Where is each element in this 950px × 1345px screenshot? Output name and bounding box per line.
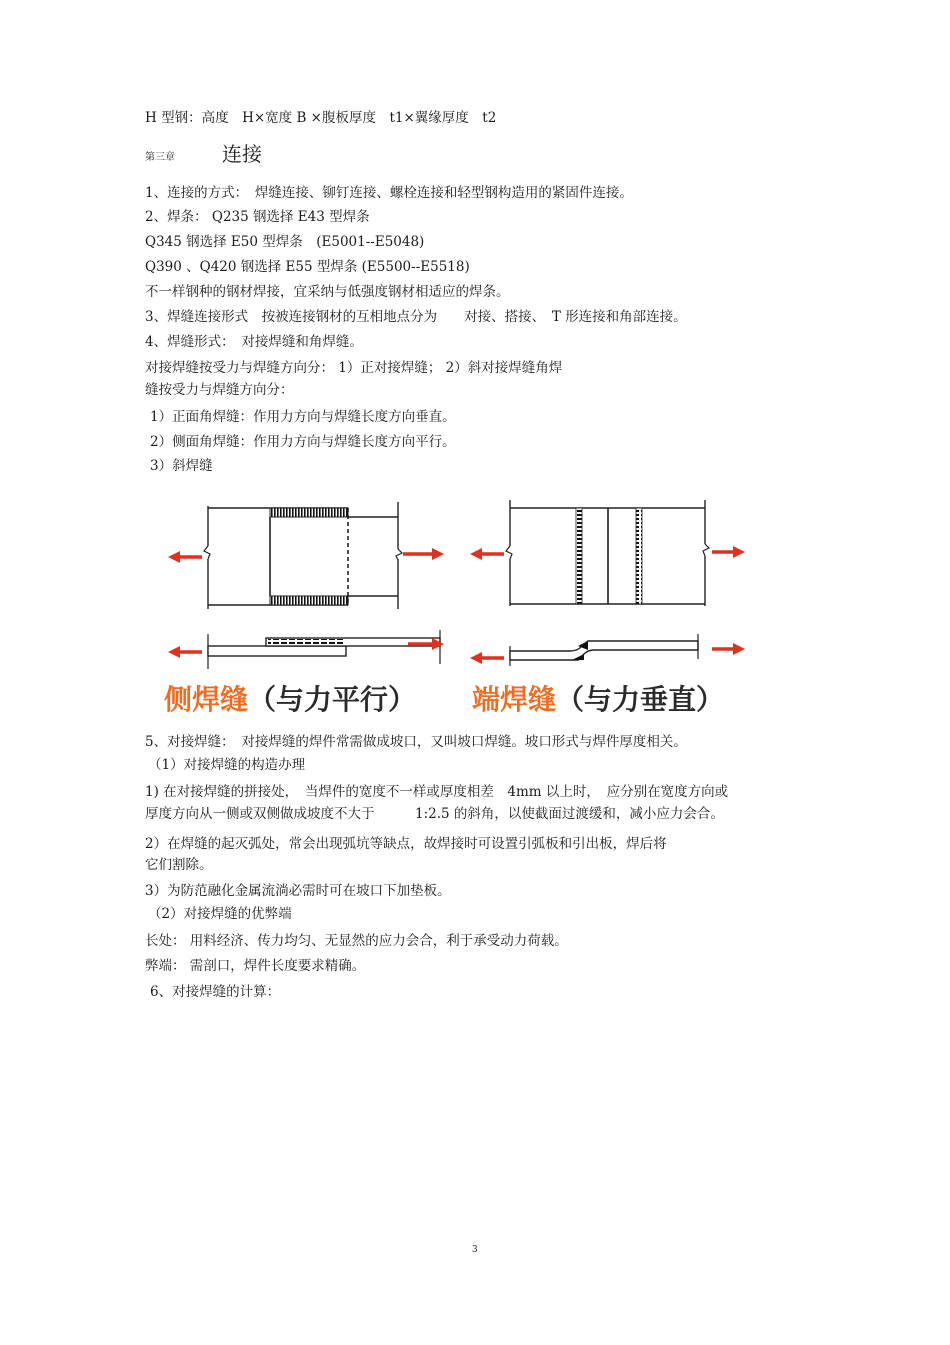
text-line: 4、焊缝形式： 对接焊缝和角焊缝。: [145, 334, 363, 350]
side-weld-elevation: [168, 630, 444, 669]
chapter-label: 第三章: [145, 152, 175, 163]
force-arrow-left: [168, 551, 202, 563]
text-line: 3）斜焊缝: [150, 458, 213, 474]
text-line: 2、焊条： Q235 钢选择 E43 型焊条: [145, 209, 370, 225]
text-line: 它们割除。: [145, 857, 213, 873]
text-line: 厚度方向从一侧或双侧做成坡度不大于 1:2.5 的斜角，以使截面过渡缓和，减小应力会合。: [145, 806, 724, 822]
text-line: （1）对接焊缝的构造办理: [148, 757, 306, 773]
force-arrow-right: [712, 643, 745, 655]
force-arrow-right: [403, 548, 444, 560]
page-number: 3: [472, 1245, 478, 1255]
text-line: Q390 、Q420 钢选择 E55 型焊条 (E5500--E5518): [145, 259, 470, 275]
text-line: 不一样钢种的钢材焊接，宜采纳与低强度钢材相适应的焊条。: [145, 284, 510, 300]
text-line: 3）为防范融化金属流淌必需时可在坡口下加垫板。: [145, 883, 451, 899]
force-arrow-right: [712, 546, 745, 558]
text-line: （2）对接焊缝的优弊端: [148, 906, 292, 922]
text-line: 6、对接焊缝的计算：: [150, 984, 281, 1000]
text-line: 1）正面角焊缝：作用力方向与焊缝长度方向垂直。: [150, 409, 456, 425]
force-arrow-left: [168, 646, 202, 658]
text-line: 1、连接的方式： 焊缝连接、铆钉连接、螺栓连接和轻型钢构造用的紧固件连接。: [145, 185, 633, 201]
text-line: 对接焊缝按受力与焊缝方向分： 1）正对接焊缝； 2）斜对接焊缝角焊: [145, 360, 563, 376]
text-line: 2）侧面角焊缝：作用力方向与焊缝长度方向平行。: [150, 434, 456, 450]
text-line: 缝按受力与焊缝方向分：: [145, 382, 294, 398]
text-line: 长处： 用料经济、传力均匀、无显然的应力会合，利于承受动力荷载。: [145, 933, 568, 949]
text-line: 弊端： 需剖口，焊件长度要求精确。: [145, 958, 366, 974]
weld-figure: [160, 494, 760, 724]
text-line: Q345 钢选择 E50 型焊条 (E5001--E5048): [145, 234, 425, 250]
header-line: H 型钢：高度 H×宽度 B ×腹板厚度 t1×翼缘厚度 t2: [145, 110, 497, 126]
right-caption: 端焊缝（与力垂直）: [472, 683, 725, 716]
end-weld-plan: [470, 500, 745, 606]
text-line: 1) 在对接焊缝的拼接处， 当焊件的宽度不一样或厚度相差 4mm 以上时， 应分别在宽度方向或: [145, 784, 729, 800]
left-caption: 侧焊缝（与力平行）: [164, 683, 417, 716]
force-arrow-left: [470, 548, 504, 560]
text-line: 5、对接焊缝： 对接焊缝的焊件常需做成坡口，又叫坡口焊缝。坡口形式与焊件厚度相关。: [145, 734, 687, 750]
side-weld-plan: [168, 502, 444, 609]
chapter-title: 连接: [222, 142, 262, 166]
end-weld-elevation: [470, 634, 745, 666]
force-arrow-left: [470, 652, 504, 664]
text-line: 3、焊缝连接形式 按被连接钢材的互相地点分为 对接、搭接、 T 形连接和角部连接。: [145, 309, 687, 325]
text-line: 2）在焊缝的起灭弧处，常会出现弧坑等缺点，故焊接时可设置引弧板和引出板，焊后将: [145, 836, 667, 852]
